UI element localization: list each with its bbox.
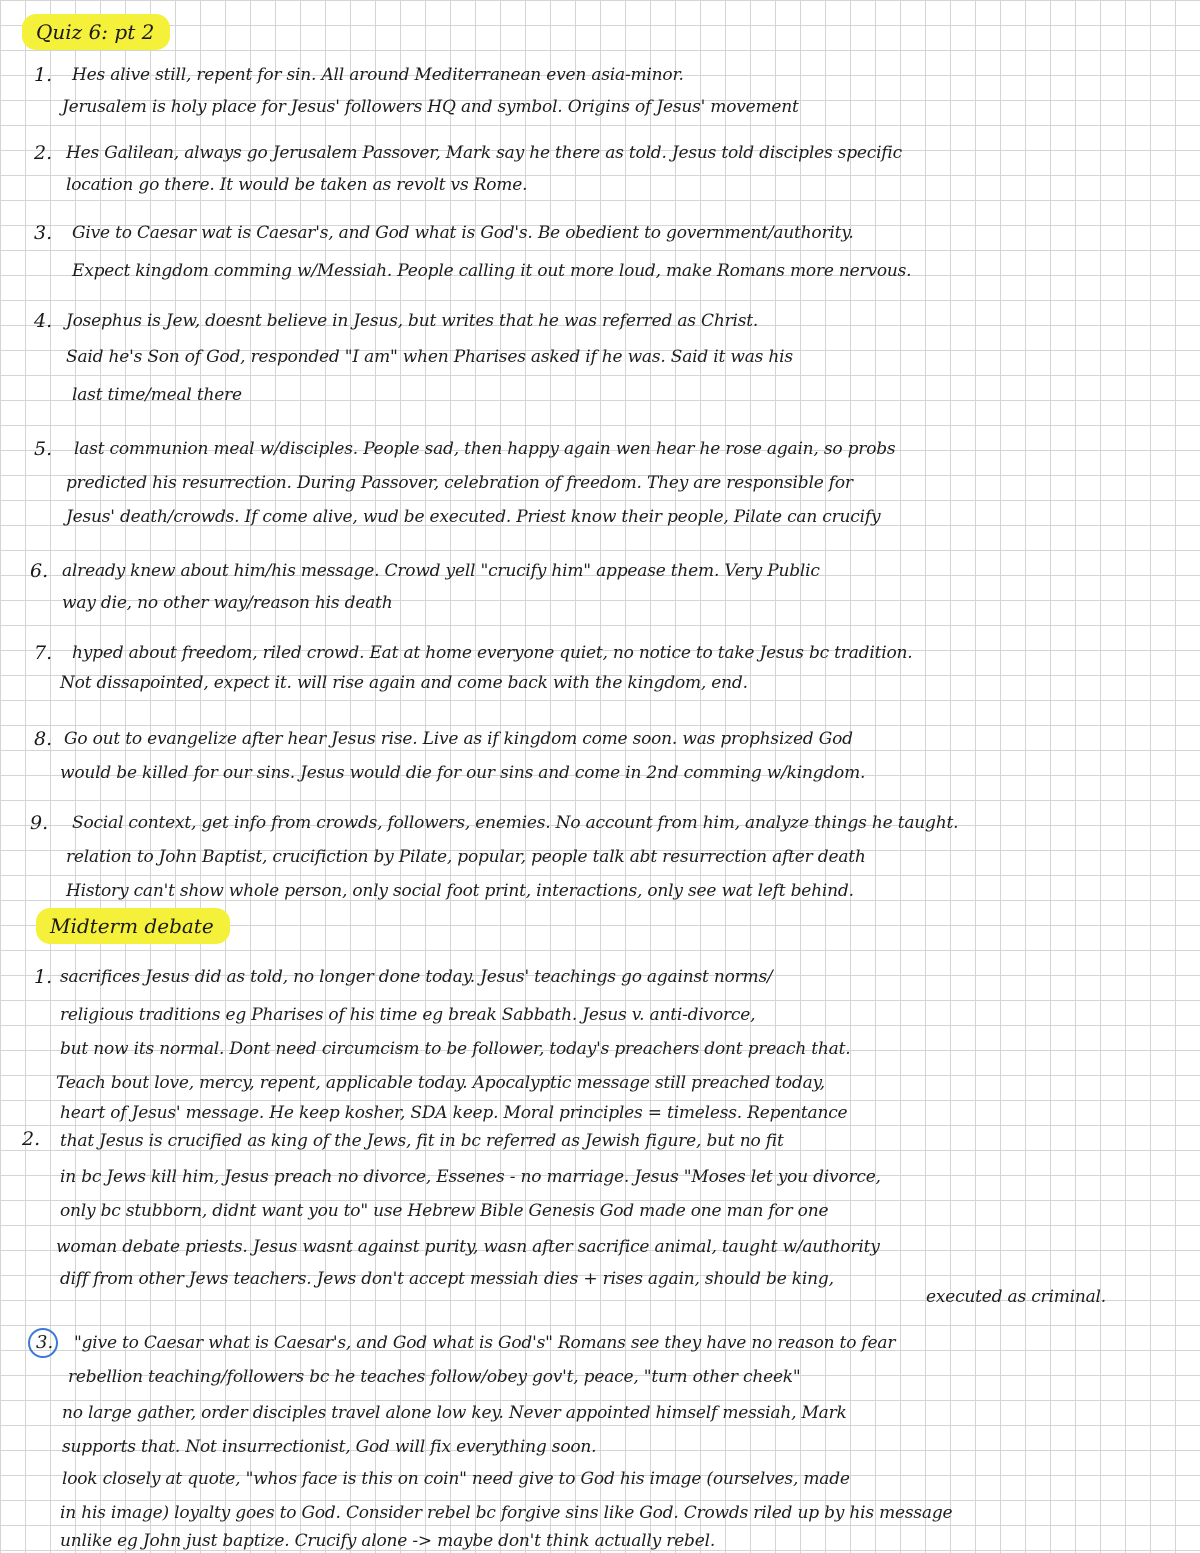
midterm-item-number: 1. bbox=[34, 966, 53, 988]
quiz-item-line: Expect kingdom comming w/Messiah. People calling it out more loud, make Romans more nervous. bbox=[72, 261, 912, 281]
quiz-item-number: 9. bbox=[30, 812, 49, 834]
quiz-item-line: Hes Galilean, always go Jerusalem Passover, Mark say he there as told. Jesus told disciples specific bbox=[66, 143, 902, 163]
quiz-item-number: 4. bbox=[34, 310, 53, 332]
midterm-debate-title: Midterm debate bbox=[36, 908, 230, 944]
quiz-item-line: last communion meal w/disciples. People sad, then happy again wen hear he rose again, so probs bbox=[74, 439, 896, 459]
midterm-item-line: that Jesus is crucified as king of the Jews, fit in bc referred as Jewish figure, but no fit bbox=[60, 1131, 784, 1151]
quiz-item-line: Jesus' death/crowds. If come alive, wud be executed. Priest know their people, Pilate can crucify bbox=[66, 507, 881, 527]
midterm-item-line: in bc Jews kill him, Jesus preach no divorce, Essenes - no marriage. Jesus "Moses let you divorce, bbox=[60, 1167, 881, 1187]
quiz-item-number: 7. bbox=[34, 642, 53, 664]
quiz-item-line: History can't show whole person, only social foot print, interactions, only see wat left behind. bbox=[66, 881, 854, 901]
midterm-item-line: only bc stubborn, didnt want you to" use Hebrew Bible Genesis God made one man for one bbox=[60, 1201, 829, 1221]
quiz-item-line: Josephus is Jew, doesnt believe in Jesus, but writes that he was referred as Christ. bbox=[66, 311, 759, 331]
midterm-item-line: woman debate priests. Jesus wasnt against purity, wasn after sacrifice animal, taught w/authority bbox=[56, 1237, 880, 1257]
midterm-item-line: unlike eg John just baptize. Crucify alone -> maybe don't think actually rebel. bbox=[60, 1531, 716, 1551]
midterm-item-line: Teach bout love, mercy, repent, applicable today. Apocalyptic message still preached today, bbox=[56, 1073, 825, 1093]
midterm-item-line: rebellion teaching/followers bc he teaches follow/obey gov't, peace, "turn other cheek" bbox=[68, 1367, 801, 1387]
quiz-item-line: Hes alive still, repent for sin. All around Mediterranean even asia-minor. bbox=[72, 65, 684, 85]
midterm-item-line: but now its normal. Dont need circumcism to be follower, today's preachers dont preach that. bbox=[60, 1039, 851, 1059]
quiz-item-line: Not dissapointed, expect it. will rise again and come back with the kingdom, end. bbox=[60, 673, 748, 693]
quiz-item-line: Social context, get info from crowds, followers, enemies. No account from him, analyze things he taught. bbox=[72, 813, 959, 833]
midterm-item-line: look closely at quote, "whos face is this on coin" need give to God his image (ourselves, made bbox=[62, 1469, 850, 1489]
quiz-item-number: 6. bbox=[30, 560, 49, 582]
midterm-item-line: heart of Jesus' message. He keep kosher, SDA keep. Moral principles = timeless. Repentance bbox=[60, 1103, 848, 1123]
quiz-item-line: predicted his resurrection. During Passover, celebration of freedom. They are responsible for bbox=[66, 473, 853, 493]
quiz-item-line: Said he's Son of God, responded "I am" when Pharises asked if he was. Said it was his bbox=[66, 347, 793, 367]
midterm-item-line: sacrifices Jesus did as told, no longer done today. Jesus' teachings go against norms/ bbox=[60, 967, 773, 987]
midterm-item-line: religious traditions eg Pharises of his time eg break Sabbath. Jesus v. anti-divorce, bbox=[60, 1005, 756, 1025]
quiz-item-number: 3. bbox=[34, 222, 53, 244]
midterm-item-line: executed as criminal. bbox=[926, 1287, 1106, 1307]
quiz-item-line: way die, no other way/reason his death bbox=[62, 593, 393, 613]
midterm-item-line: in his image) loyalty goes to God. Consider rebel bc forgive sins like God. Crowds riled up by his message bbox=[60, 1503, 953, 1523]
quiz-item-line: hyped about freedom, riled crowd. Eat at home everyone quiet, no notice to take Jesus bc tradition. bbox=[72, 643, 913, 663]
midterm-item-number: 3. bbox=[36, 1332, 54, 1353]
quiz-item-number: 1. bbox=[34, 64, 53, 86]
midterm-item-line: diff from other Jews teachers. Jews don't accept messiah dies + rises again, should be king, bbox=[60, 1269, 834, 1289]
quiz-item-line: Jerusalem is holy place for Jesus' followers HQ and symbol. Origins of Jesus' movement bbox=[62, 97, 799, 117]
quiz-title: Quiz 6: pt 2 bbox=[22, 14, 170, 50]
quiz-item-line: would be killed for our sins. Jesus would die for our sins and come in 2nd comming w/kingdom. bbox=[60, 763, 866, 783]
midterm-item-line: supports that. Not insurrectionist, God will fix everything soon. bbox=[62, 1437, 597, 1457]
quiz-item-line: Give to Caesar wat is Caesar's, and God what is God's. Be obedient to government/authority. bbox=[72, 223, 854, 243]
quiz-item-number: 8. bbox=[34, 728, 53, 750]
quiz-item-line: last time/meal there bbox=[72, 385, 242, 405]
quiz-item-line: location go there. It would be taken as revolt vs Rome. bbox=[66, 175, 528, 195]
midterm-item-line: "give to Caesar what is Caesar's, and God what is God's" Romans see they have no reason to fear bbox=[74, 1333, 896, 1353]
quiz-item-number: 2. bbox=[34, 142, 53, 164]
midterm-item-line: no large gather, order disciples travel alone low key. Never appointed himself messiah, Mark bbox=[62, 1403, 847, 1423]
quiz-item-line: already knew about him/his message. Crowd yell "crucify him" appease them. Very Public bbox=[62, 561, 820, 581]
midterm-item-number: 2. bbox=[22, 1128, 41, 1150]
quiz-item-line: Go out to evangelize after hear Jesus rise. Live as if kingdom come soon. was prophsized God bbox=[64, 729, 853, 749]
quiz-item-line: relation to John Baptist, crucifiction by Pilate, popular, people talk abt resurrection after death bbox=[66, 847, 866, 867]
quiz-item-number: 5. bbox=[34, 438, 53, 460]
